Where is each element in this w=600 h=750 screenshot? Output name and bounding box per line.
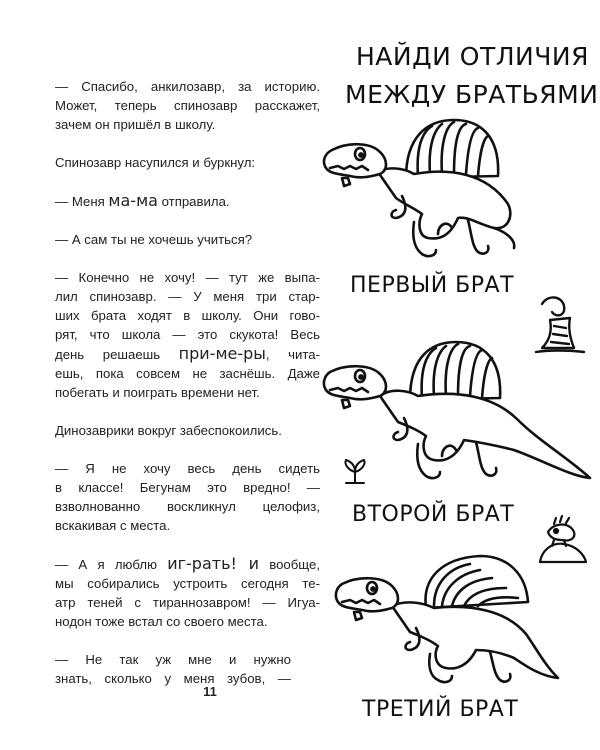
text-line: рят, что школа — это скукота! Весь (55, 327, 320, 342)
text-line: ешь, пока совсем не заснёшь. Даже (55, 366, 320, 381)
paragraph (55, 77, 320, 134)
sprout-icon (340, 456, 370, 486)
paragraph (55, 153, 320, 172)
spinosaurus-icon (330, 548, 570, 688)
text-line: Спинозавр насупился и буркнул: (55, 155, 256, 170)
text-line (55, 191, 320, 211)
puzzle-title-line-1: НАЙДИ ОТЛИЧИЯ (356, 42, 589, 71)
text-line (55, 344, 320, 364)
text-line (55, 554, 320, 574)
text-line: знать, сколько у меня зубов, — (55, 671, 291, 686)
spinosaurus-icon (318, 112, 518, 272)
text-line: ших брата ходят в школу. Они гово- (55, 308, 320, 323)
paragraph (55, 554, 320, 631)
text-line: Может, теперь спинозавр расскажет, (55, 98, 320, 113)
syllable-word: ма-ма (108, 191, 158, 210)
text-line: — Конечно не хочу! — тут же выпа- (55, 270, 320, 285)
page-number: 11 (203, 684, 217, 699)
text-span: вообще, (258, 557, 320, 572)
story-text (55, 77, 320, 707)
paragraph (55, 650, 291, 688)
text-line: побегать и поиграть времени нет. (55, 385, 260, 400)
puzzle-title-line-2: МЕЖДУ БРАТЬЯМИ (345, 80, 599, 109)
text-line: лил спинозавр. — У меня три стар- (55, 289, 320, 304)
paragraph (55, 268, 320, 402)
syllable-word: иг-рать! (167, 554, 237, 573)
text-span: отправила. (157, 194, 230, 209)
text-line: — А сам ты не хочешь учиться? (55, 232, 253, 247)
paragraph (55, 230, 320, 249)
syllable-word: и (236, 554, 259, 573)
text-line: взволнованно воскликнул целофиз, (55, 499, 320, 514)
text-line: вскакивая с места. (55, 518, 171, 533)
text-line: зачем он пришёл в школу. (55, 117, 216, 132)
text-line: — Я не хочу весь день сидеть (55, 461, 320, 476)
caption-third-brother: ТРЕТИЙ БРАТ (362, 697, 519, 722)
text-line: — Не так уж мне и нужно (55, 652, 291, 667)
text-line: — Спасибо, анкилозавр, за историю. (55, 79, 320, 94)
text-line: нодон тоже встал со своего места. (55, 614, 268, 629)
paragraph (55, 421, 320, 440)
text-line: мы собирались устроить сегодня те- (55, 576, 320, 591)
text-span: , чита- (265, 347, 320, 362)
caption-second-brother: ВТОРОЙ БРАТ (352, 502, 515, 527)
text-line: в классе! Бегунам это вредно! — (55, 480, 320, 495)
paragraph (55, 459, 320, 535)
text-span: — Меня (55, 194, 109, 209)
caption-first-brother: ПЕРВЫЙ БРАТ (350, 273, 515, 298)
paragraph (55, 191, 320, 211)
text-span: — А я люблю (55, 557, 168, 572)
text-line: Динозаврики вокруг забеспокоились. (55, 423, 282, 438)
syllable-word: при-ме-ры (178, 344, 266, 363)
text-span: день решаешь (55, 347, 179, 362)
text-line: атр теней с тираннозавром! — Игуа- (55, 595, 320, 610)
